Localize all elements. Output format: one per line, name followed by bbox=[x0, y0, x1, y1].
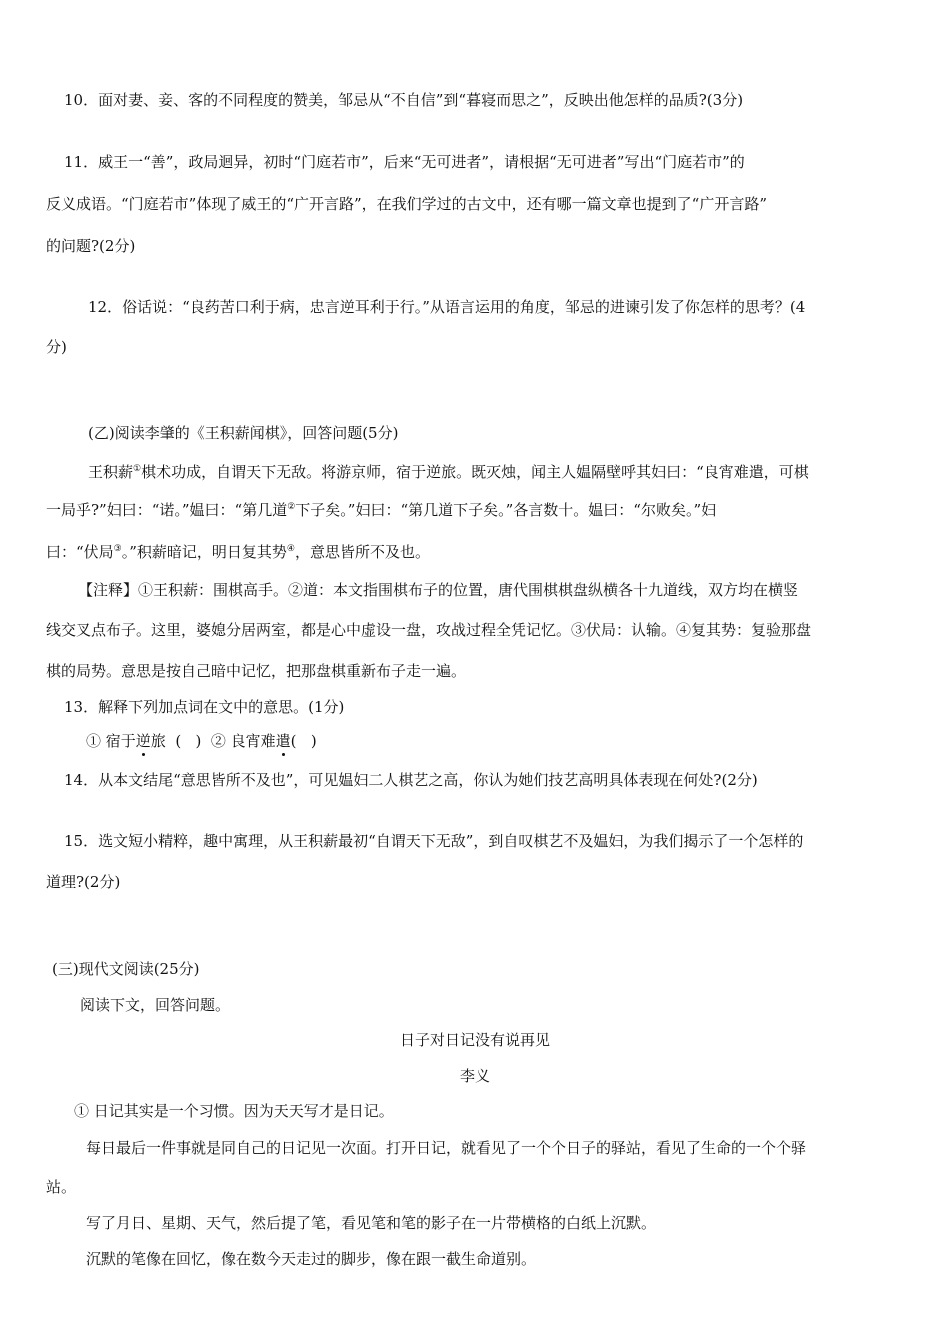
section-3-title: (三)现代文阅读(25分) bbox=[52, 960, 200, 978]
article-paragraph-3: 写了月日、星期、天气，然后提了笔，看见笔和笔的影子在一片带横格的白纸上沉默。 bbox=[86, 1214, 657, 1232]
article-paragraph-2-line-2: 站。 bbox=[46, 1178, 77, 1196]
footnote-marker: ① bbox=[133, 464, 142, 474]
article-title: 日子对日记没有说再见 bbox=[399, 1031, 550, 1049]
passage-text: 下子矣。”妇曰：“第几道下子矣。”各言数十。媪曰：“尔败矣。”妇 bbox=[295, 501, 717, 519]
dotted-word: 逆 bbox=[135, 732, 151, 750]
passage-text: 王积薪 bbox=[88, 463, 134, 481]
item-text: ① 宿于 bbox=[86, 732, 136, 750]
article-paragraph-2-line-1: 每日最后一件事就是同自己的日记见一次面。打开日记，就看见了一个个日子的驿站，看见了生命的一个个驿 bbox=[86, 1139, 807, 1157]
passage-text: 一局乎?”妇曰：“诺。”媪曰：“第几道 bbox=[46, 501, 288, 519]
passage-text: ，意思皆所不及也。 bbox=[295, 543, 431, 561]
question-12-line-2: 分) bbox=[46, 338, 67, 356]
question-10: 10．面对妻、妾、客的不同程度的赞美，邹忌从“不自信”到“暮寝而思之”，反映出他怎样的品质?(3分) bbox=[64, 91, 744, 109]
reading-instruction: 阅读下文，回答问题。 bbox=[80, 996, 231, 1014]
notes-line-2: 线交叉点布子。这里，婆媳分居两室，都是心中虚设一盘，攻战过程全凭记忆。③伏局：认输。④复其势：复验那盘 bbox=[46, 621, 812, 639]
notes-line-3: 棋的局势。意思是按自己暗中记忆，把那盘棋重新布子走一遍。 bbox=[46, 662, 467, 680]
question-13-title: 13．解释下列加点词在文中的意思。(1分) bbox=[64, 698, 345, 716]
article-author: 李义 bbox=[459, 1067, 490, 1085]
passage-line-1 bbox=[88, 461, 809, 482]
question-11-line-1: 11．威王一“善”，政局迴异，初时“门庭若市”，后来“无可进者”，请根据“无可进者”写出“门庭若市”的 bbox=[64, 153, 745, 171]
question-12-line-1: 12．俗话说：“良药苦口利于病，忠言逆耳利于行。”从语言运用的角度，邹忌的进谏引发了你怎样的思考？(4 bbox=[88, 298, 806, 316]
passage-text: 曰：“伏局 bbox=[46, 543, 114, 561]
question-15-line-2: 道理?(2分) bbox=[46, 873, 121, 891]
footnote-marker: ② bbox=[287, 502, 296, 512]
passage-line-3 bbox=[46, 541, 430, 562]
item-text: 旅 ( ) ② 良宵难 bbox=[150, 732, 276, 750]
dotted-word: 遣 bbox=[275, 732, 291, 750]
section-b-title: (乙)阅读李肇的《王积薪闻棋》，回答问题(5分) bbox=[88, 424, 399, 442]
question-15-line-1: 15．选文短小精粹，趣中寓理，从王积薪最初“自谓天下无敌”，到自叹棋艺不及媪妇，为我们揭示了一个怎样的 bbox=[64, 832, 804, 850]
question-14: 14．从本文结尾“意思皆所不及也”，可见媪妇二人棋艺之高，你认为她们技艺高明具体表现在何处?(2分) bbox=[64, 771, 758, 789]
article-paragraph-1: ① 日记其实是一个习惯。因为天天写才是日记。 bbox=[74, 1102, 394, 1120]
article-paragraph-4: 沉默的笔像在回忆，像在数今天走过的脚步，像在跟一截生命道别。 bbox=[86, 1250, 537, 1268]
question-11-line-3: 的问题?(2分) bbox=[46, 237, 136, 255]
question-13-items bbox=[86, 730, 317, 751]
footnote-marker: ④ bbox=[286, 544, 295, 554]
passage-text: 棋术功成，自谓天下无敌。将游京师，宿于逆旅。既灭烛，闻主人媪隔壁呼其妇曰：“良宵难遣，可棋 bbox=[141, 463, 809, 481]
question-11-line-2: 反义成语。“门庭若市”体现了威王的“广开言路”，在我们学过的古文中，还有哪一篇文章也提到了“广开言路” bbox=[46, 195, 768, 213]
passage-text: 。”积薪暗记，明日复其势 bbox=[121, 543, 287, 561]
footnote-marker: ③ bbox=[113, 544, 122, 554]
notes-line-1: 【注释】①王积薪：围棋高手。②道：本文指围棋布子的位置，唐代围棋棋盘纵横各十九道线，双方均在横竖 bbox=[78, 581, 799, 599]
answer-blank: ( ) bbox=[290, 732, 317, 750]
passage-line-2 bbox=[46, 499, 716, 520]
